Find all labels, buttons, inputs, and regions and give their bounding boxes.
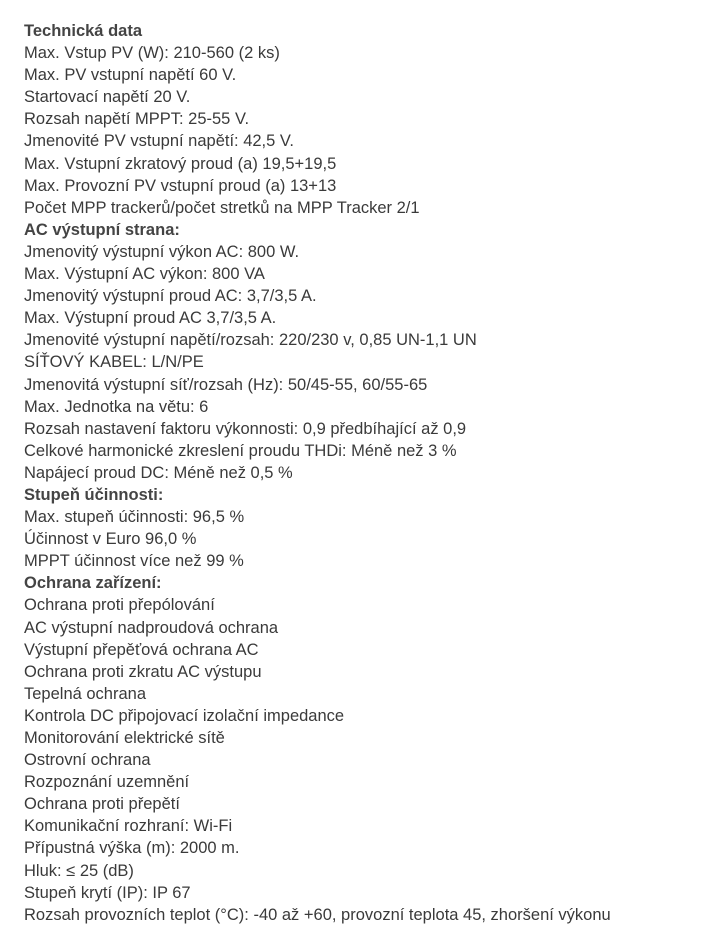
- spec-line: Jmenovité PV vstupní napětí: 42,5 V.: [24, 132, 294, 151]
- section-ac-output: [24, 219, 714, 484]
- spec-line: Rozsah provozních teplot (°C): -40 až +60, provozní teplota 45, zhoršení výkonu: [24, 905, 611, 924]
- spec-line: Komunikační rozhraní: Wi-Fi: [24, 817, 233, 836]
- spec-line: Ochrana proti přepólování: [24, 596, 215, 615]
- spec-document: [24, 20, 714, 926]
- spec-line: Stupeň krytí (IP): IP 67: [24, 883, 191, 902]
- spec-line: Ochrana proti zkratu AC výstupu: [24, 662, 262, 681]
- spec-line: Hluk: ≤ 25 (dB): [24, 861, 134, 880]
- spec-line: Napájecí proud DC: Méně než 0,5 %: [24, 463, 293, 482]
- spec-line: Max. Výstupní proud AC 3,7/3,5 A.: [24, 309, 277, 328]
- spec-line: Jmenovitá výstupní síť/rozsah (Hz): 50/45-55, 60/55-65: [24, 375, 428, 394]
- spec-line: Max. stupeň účinnosti: 96,5 %: [24, 508, 245, 527]
- section-heading: Technická data: [24, 22, 142, 40]
- spec-line: AC výstupní nadproudová ochrana: [24, 618, 279, 637]
- spec-line: Ochrana proti přepětí: [24, 795, 180, 814]
- section-heading: Ochrana zařízení:: [24, 574, 162, 593]
- spec-line: Max. Vstup PV (W): 210-560 (2 ks): [24, 44, 280, 63]
- spec-line: Počet MPP trackerů/počet stretků na MPP Tracker 2/1: [24, 198, 420, 217]
- section-efficiency: [24, 484, 714, 572]
- section-technical-data: [24, 20, 714, 219]
- spec-line: Rozsah napětí MPPT: 25-55 V.: [24, 110, 250, 129]
- spec-line: Kontrola DC připojovací izolační impedance: [24, 706, 345, 725]
- spec-line: Rozpoznání uzemnění: [24, 773, 190, 792]
- section-heading: Stupeň účinnosti:: [24, 485, 164, 504]
- spec-line: Přípustná výška (m): 2000 m.: [24, 839, 240, 858]
- spec-line: Jmenovitý výstupní proud AC: 3,7/3,5 A.: [24, 287, 317, 306]
- spec-line: Startovací napětí 20 V.: [24, 88, 191, 107]
- spec-line: Jmenovité výstupní napětí/rozsah: 220/230 v, 0,85 UN-1,1 UN: [24, 331, 477, 350]
- spec-line: Výstupní přepěťová ochrana AC: [24, 640, 259, 659]
- spec-line: SÍŤOVÝ KABEL: L/N/PE: [24, 353, 204, 372]
- spec-line: Monitorování elektrické sítě: [24, 729, 225, 747]
- spec-line: Max. Provozní PV vstupní proud (a) 13+13: [24, 176, 337, 195]
- spec-line: Ostrovní ochrana: [24, 751, 151, 770]
- spec-line: Jmenovitý výstupní výkon AC: 800 W.: [24, 242, 300, 261]
- spec-line: Max. Vstupní zkratový proud (a) 19,5+19,5: [24, 154, 337, 173]
- spec-line: Účinnost v Euro 96,0 %: [24, 530, 197, 549]
- section-device-protection: [24, 572, 714, 926]
- spec-line: Tepelná ochrana: [24, 684, 147, 703]
- spec-line: Max. PV vstupní napětí 60 V.: [24, 66, 237, 85]
- spec-line: Celkové harmonické zkreslení proudu THDi: Méně než 3 %: [24, 441, 457, 460]
- spec-line: Rozsah nastavení faktoru výkonnosti: 0,9 předbíhající až 0,9: [24, 419, 467, 438]
- spec-line: MPPT účinnost více než 99 %: [24, 552, 244, 571]
- section-heading: AC výstupní strana:: [24, 220, 180, 239]
- spec-line: Max. Výstupní AC výkon: 800 VA: [24, 265, 265, 284]
- spec-line: Max. Jednotka na větu: 6: [24, 397, 209, 416]
